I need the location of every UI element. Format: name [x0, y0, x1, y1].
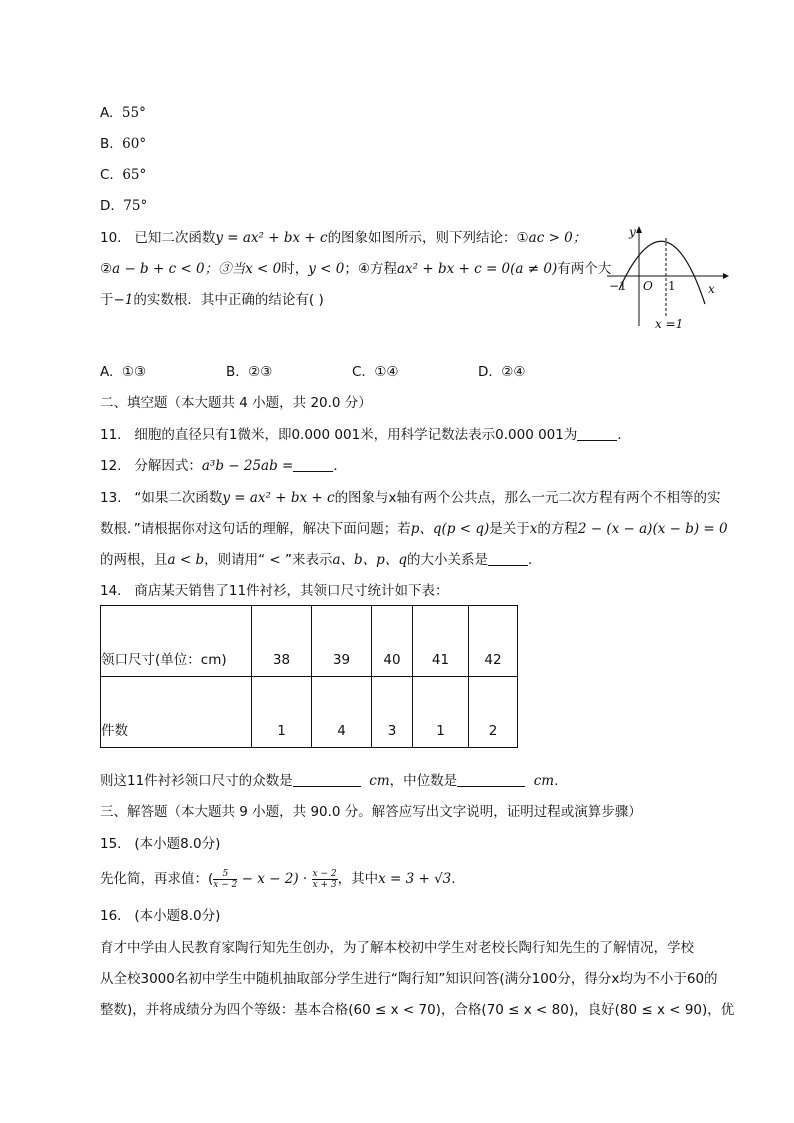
parabola-curve: [619, 241, 705, 304]
q13-line2: 数根．”请根据你对这句话的理解，解决下面问题；若p、q(p < q)是关于x的方程2 − (x − a)(x − b) = 0: [100, 521, 728, 537]
q10-line2: ②a − b + c < 0；③当x < 0时，y < 0；④方程ax² + bx + c = 0(a ≠ 0)有两个大: [100, 261, 612, 277]
table-cell: 1: [413, 677, 469, 748]
q16-line1: 育才中学由人民教育家陶行知先生创办，为了解本校初中学生对老校长陶行知先生的了解情况，学校: [100, 940, 694, 956]
section-3-heading: 三、解答题（本大题共 9 小题，共 90.0 分。解答应写出文字说明，证明过程或演算步骤）: [100, 804, 642, 820]
q16-header: 16. (本小题8.0分): [100, 908, 221, 924]
q14-mode-blank[interactable]: [293, 772, 361, 787]
option-b: B. 60°: [100, 136, 147, 152]
q14-stem: 14. 商店某天销售了11件衬衫，其领口尺寸统计如下表：: [100, 583, 449, 599]
x-axis-arrow: [723, 273, 729, 279]
q13-line1: 13. “如果二次函数y = ax² + bx + c的图象与x轴有两个公共点，那么一元二次方程有两个不相等的实: [100, 490, 721, 506]
neg-one-label: −1: [609, 279, 627, 293]
table-cell: 42: [469, 606, 518, 677]
one-label: 1: [668, 279, 676, 293]
table-cell: 40: [372, 606, 413, 677]
q10-option-b: B. ②③: [226, 364, 273, 380]
fraction: $\frac{5}{x - 2}$: [213, 868, 238, 890]
q13-line3: 的两根，且a < b，则请用“ < ”来表示a、b、p、q的大小关系是 ．: [100, 552, 542, 568]
symmetry-label: x =1: [655, 317, 684, 331]
q10-line1: 10. 已知二次函数y = ax² + bx + c的图象如图所示，则下列结论：①ac > 0；: [100, 230, 587, 246]
y-axis-arrow: [636, 226, 642, 233]
q10-option-c: C. ①④: [352, 364, 399, 380]
q11-answer-blank[interactable]: [577, 426, 617, 441]
x-label: x: [708, 282, 715, 296]
q10-option-a: A. ①③: [100, 364, 147, 380]
unit-label: cm: [533, 773, 555, 789]
q14-question: 则这11件衬衫领口尺寸的众数是 cm，中位数是 cm.: [100, 773, 559, 789]
collar-size-table: [100, 605, 518, 748]
table-row: [101, 677, 518, 748]
q13-answer-blank[interactable]: [488, 551, 528, 566]
table-cell: 2: [469, 677, 518, 748]
parabola-figure: [605, 222, 730, 334]
q10-option-d: D. ②④: [478, 364, 526, 380]
table-row: [101, 606, 518, 677]
q15-body: 先化简，再求值：( $\frac{5}{x - 2}$ − x − 2) · $\frac{x - 2}{x + 3}$ ，其中x = 3 + √3.: [100, 868, 456, 890]
table-cell: 38: [252, 606, 312, 677]
q12-answer-blank[interactable]: [293, 457, 333, 472]
q14-median-blank[interactable]: [457, 772, 525, 787]
q15-header: 15. (本小题8.0分): [100, 836, 221, 852]
table-header-size: 领口尺寸(单位：cm): [101, 606, 252, 677]
y-label: y: [629, 225, 636, 239]
table-cell: 1: [252, 677, 312, 748]
table-cell: 3: [372, 677, 413, 748]
q11: 11. 细胞的直径只有1微米，即0.000 001米，用科学记数法表示0.000 001为 ．: [100, 427, 631, 443]
option-d: D. 75°: [100, 198, 148, 214]
origin-label: O: [643, 279, 653, 293]
option-a: A. 55°: [100, 105, 146, 121]
section-2-heading: 二、填空题（本大题共 4 小题，共 20.0 分）: [100, 395, 372, 411]
table-cell: 4: [312, 677, 372, 748]
fraction: $\frac{x - 2}{x + 3}$: [312, 868, 337, 890]
option-c: C. 65°: [100, 167, 147, 183]
q12: 12. 分解因式：a³b − 25ab = ．: [100, 458, 347, 474]
q16-line2: 从全校3000名初中学生中随机抽取部分学生进行“陶行知”知识问答(满分100分，得分x均为不小于60的: [100, 971, 718, 987]
q16-line3: 整数)，并将成绩分为四个等级：基本合格(60 ≤ x < 70)，合格(70 ≤ x < 80)，良好(80 ≤ x < 90)，优: [100, 1002, 735, 1018]
q10-line3: 于−1的实数根．其中正确的结论有( ): [100, 292, 324, 308]
table-header-count: 件数: [101, 677, 252, 748]
table-cell: 41: [413, 606, 469, 677]
table-cell: 39: [312, 606, 372, 677]
